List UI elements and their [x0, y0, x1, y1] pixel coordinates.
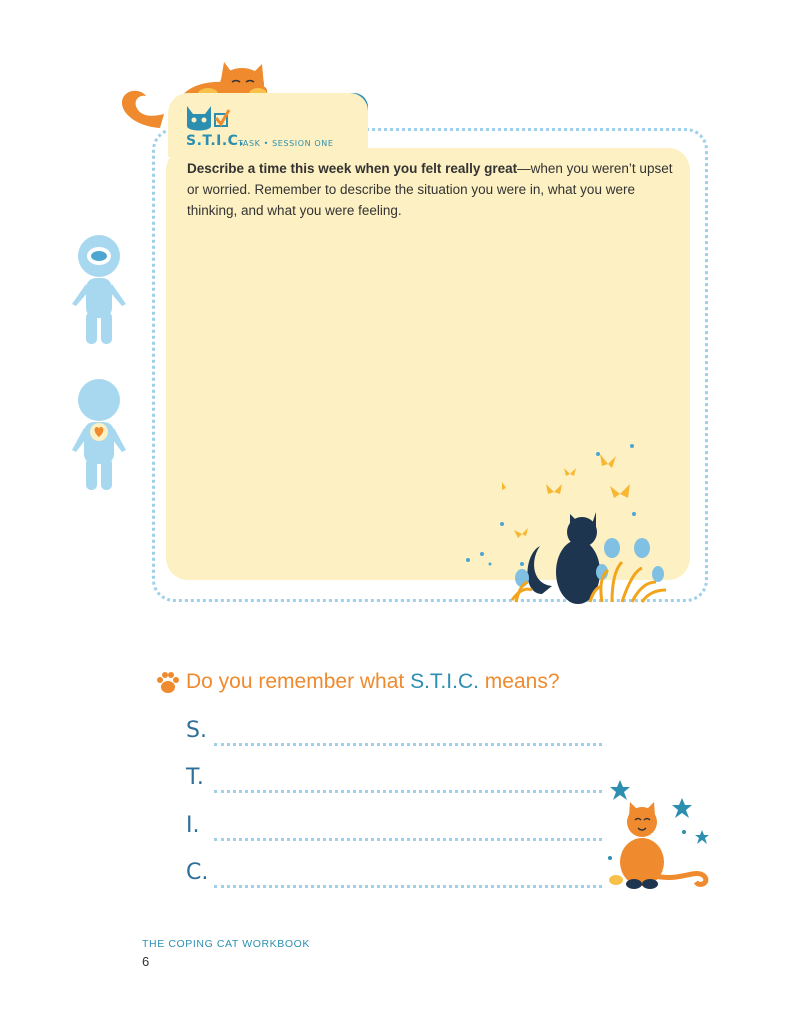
task-prompt: [187, 158, 677, 221]
task-prompt-bold: Describe a time this week when you felt really great: [187, 161, 518, 176]
letter-s-label: S.: [186, 718, 207, 743]
question-text-start: Do you remember what: [186, 670, 411, 693]
stic-logo-text: S.T.I.C.: [186, 133, 245, 149]
letter-row-c: [186, 860, 626, 892]
task-session-label: TASK • SESSION ONE: [238, 139, 334, 148]
feeling-child-icon: [66, 378, 132, 494]
answer-line-t[interactable]: [214, 790, 602, 793]
question-stic: S.T.I.C.: [410, 670, 479, 693]
paw-icon: [156, 671, 180, 695]
answer-line-i[interactable]: [214, 838, 602, 841]
orange-cat-stars-illustration: [600, 772, 714, 896]
question-text-end: means?: [478, 670, 560, 693]
stic-question: [186, 670, 560, 694]
thinking-child-icon: [66, 234, 132, 350]
letter-row-t: [186, 765, 626, 797]
letter-row-i: [186, 813, 626, 845]
letter-t-label: T.: [186, 765, 204, 790]
letter-row-s: [186, 718, 626, 750]
letter-i-label: I.: [186, 813, 200, 838]
cat-butterflies-illustration: [462, 444, 672, 610]
task-prompt-rest: —when you weren’t upset or worried. Remember to describe the situation you were in, what you were thinking, and what you were feeling.: [187, 161, 673, 218]
answer-line-c[interactable]: [214, 885, 602, 888]
stic-cat-logo-icon: [183, 100, 231, 134]
footer-book-title: THE COPING CAT WORKBOOK: [142, 938, 311, 950]
page-number: 6: [142, 954, 150, 969]
answer-line-s[interactable]: [214, 743, 602, 746]
letter-c-label: C.: [186, 860, 209, 885]
